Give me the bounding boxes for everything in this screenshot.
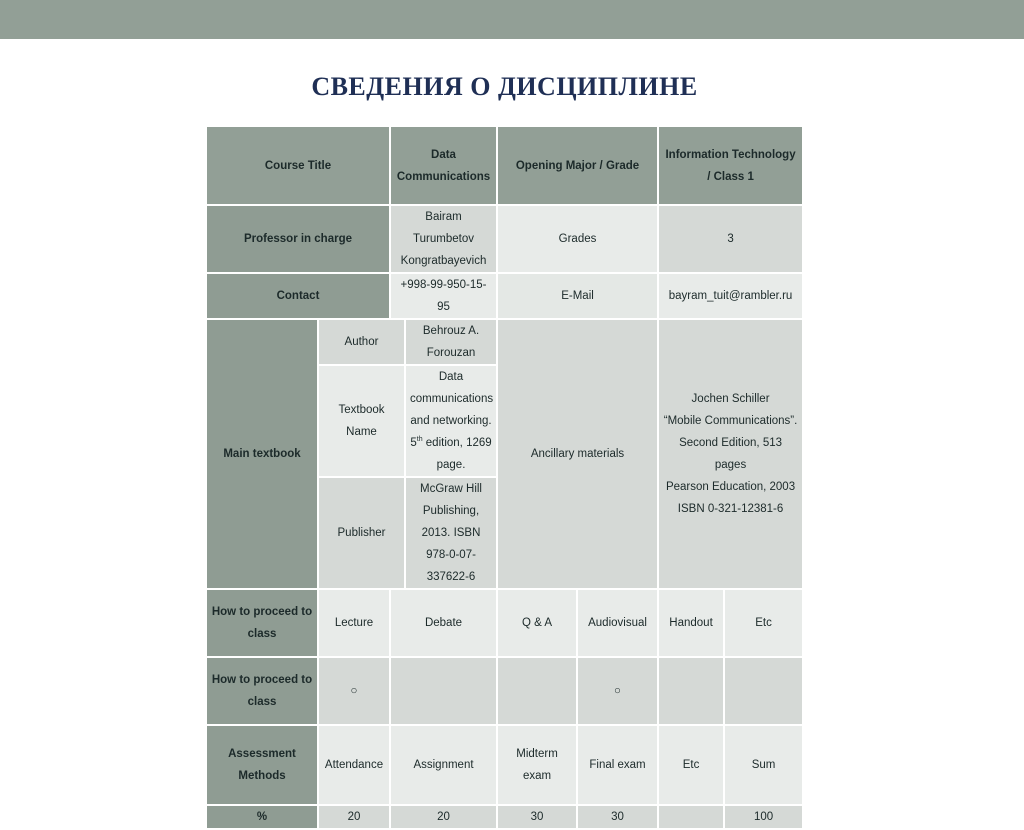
ancillary-line: Second Edition, 513 [679, 437, 783, 449]
percent-label: % [206, 805, 318, 829]
assessment-assignment: Assignment [390, 725, 497, 805]
course-title-row [206, 126, 803, 205]
mark-audiovisual: ○ [577, 657, 658, 725]
grades-label: Grades [497, 205, 658, 273]
textbook-name-text: Data communications and networking. 5 [410, 371, 494, 449]
contact-row [206, 273, 803, 319]
top-banner [0, 0, 1024, 39]
assessment-row [206, 725, 803, 805]
proceed-marks-row [206, 657, 803, 725]
course-title-value: Data Communications [390, 126, 497, 205]
opening-major-value: Information Technology / Class 1 [658, 126, 803, 205]
method-etc: Etc [724, 589, 803, 657]
proceed-label: How to proceed to class [206, 589, 318, 657]
ancillary-line: “Mobile Communications”. [663, 415, 798, 427]
assessment-label: Assessment Methods [206, 725, 318, 805]
course-title-label: Course Title [206, 126, 390, 205]
discipline-info-table [205, 125, 804, 830]
mark-handout [658, 657, 724, 725]
opening-major-label: Opening Major / Grade [497, 126, 658, 205]
ancillary-value [658, 319, 803, 589]
percent-etc [658, 805, 724, 829]
mark-lecture: ○ [318, 657, 390, 725]
ancillary-line: ISBN 0-321-12381-6 [677, 503, 784, 515]
page-title: СВЕДЕНИЯ О ДИСЦИПЛИНЕ [311, 72, 698, 101]
percent-row [206, 805, 803, 829]
method-handout: Handout [658, 589, 724, 657]
mark-etc [724, 657, 803, 725]
phone-value: +998-99-950-15-95 [390, 273, 497, 319]
proceed-label-2: How to proceed to class [206, 657, 318, 725]
email-label: E-Mail [497, 273, 658, 319]
professor-value: Bairam Turumbetov Kongratbayevich [390, 205, 497, 273]
author-label: Author [318, 319, 405, 365]
method-audiovisual: Audiovisual [577, 589, 658, 657]
professor-row [206, 205, 803, 273]
textbook-name-sup: th [416, 436, 423, 444]
assessment-attendance: Attendance [318, 725, 390, 805]
percent-attendance: 20 [318, 805, 390, 829]
email-value: bayram_tuit@rambler.ru [658, 273, 803, 319]
textbook-name-value [405, 365, 497, 477]
assessment-midterm: Midterm exam [497, 725, 577, 805]
proceed-methods-row [206, 589, 803, 657]
assessment-sum: Sum [724, 725, 803, 805]
ancillary-label: Ancillary materials [497, 319, 658, 589]
textbook-name-text-2: edition, 1269 page. [422, 437, 492, 471]
publisher-label: Publisher [318, 477, 405, 589]
ancillary-line: pages [714, 459, 747, 471]
main-textbook-label: Main textbook [206, 319, 318, 589]
mark-debate [390, 657, 497, 725]
ancillary-line: Jochen Schiller [691, 393, 770, 405]
textbook-name-label: Textbook Name [318, 365, 405, 477]
percent-final: 30 [577, 805, 658, 829]
method-lecture: Lecture [318, 589, 390, 657]
assessment-final: Final exam [577, 725, 658, 805]
assessment-etc: Etc [658, 725, 724, 805]
publisher-value: McGraw Hill Publishing, 2013. ISBN 978-0-07-337622-6 [405, 477, 497, 589]
percent-sum: 100 [724, 805, 803, 829]
author-value: Behrouz A. Forouzan [405, 319, 497, 365]
textbook-author-row [206, 319, 803, 365]
method-debate: Debate [390, 589, 497, 657]
professor-label: Professor in charge [206, 205, 390, 273]
percent-midterm: 30 [497, 805, 577, 829]
contact-label: Contact [206, 273, 390, 319]
mark-qa [497, 657, 577, 725]
grades-value: 3 [658, 205, 803, 273]
percent-assignment: 20 [390, 805, 497, 829]
method-qa: Q & A [497, 589, 577, 657]
ancillary-line: Pearson Education, 2003 [665, 481, 796, 493]
